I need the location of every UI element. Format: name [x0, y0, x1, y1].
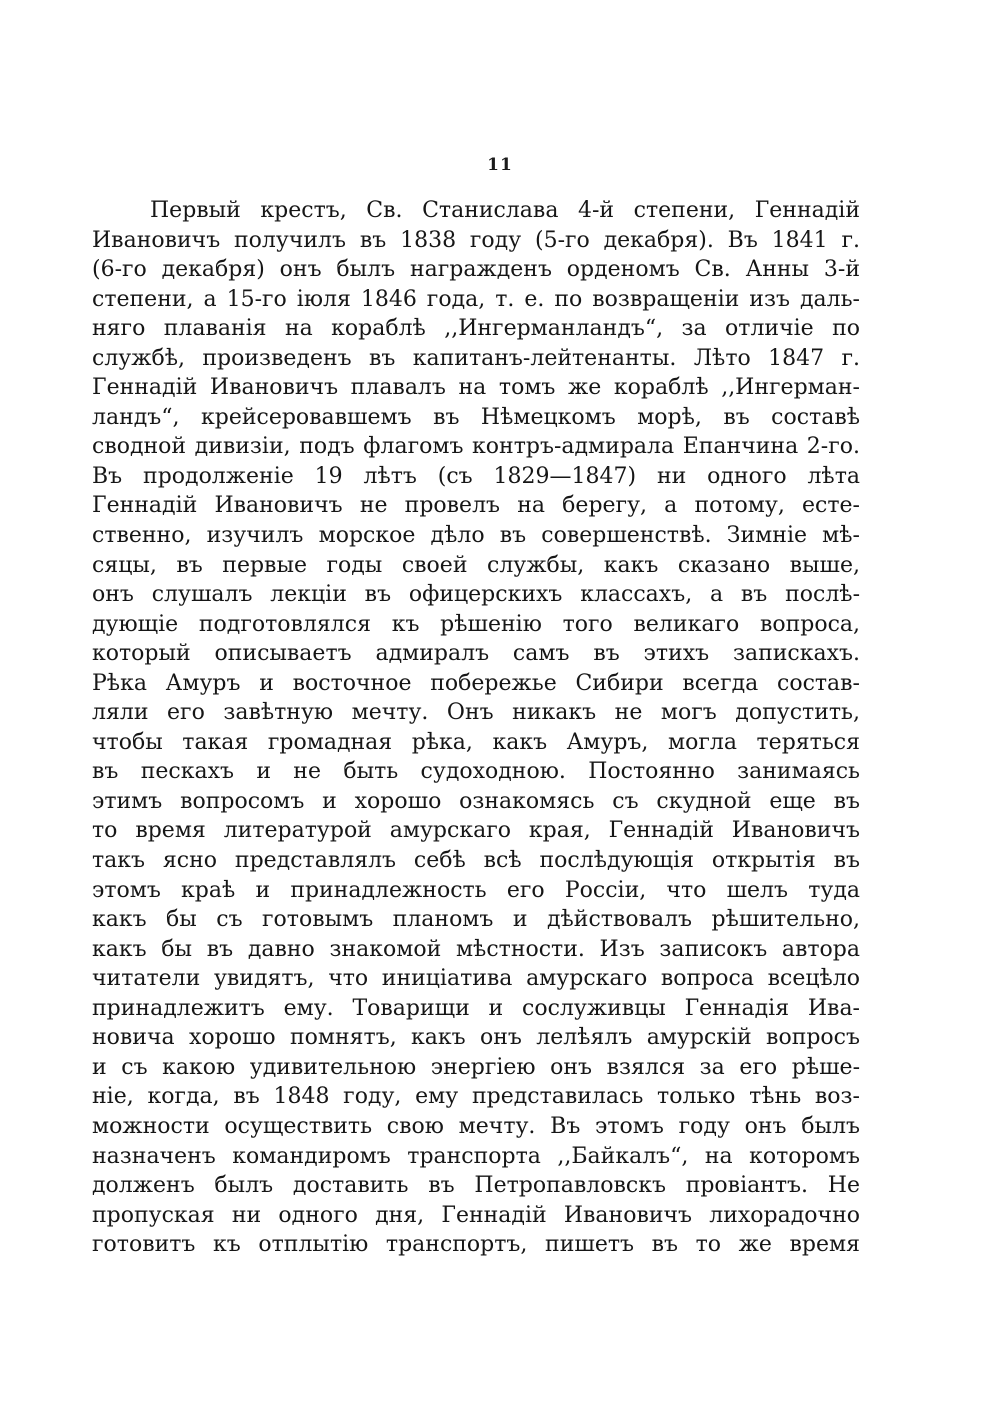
text-line: Рѣка Амуръ и восточное побережье Сибири всегда состав-	[92, 670, 860, 696]
text-line: этомъ краѣ и принадлежность его Россіи, что шелъ туда	[92, 877, 860, 903]
text-line: ственно, изучилъ морское дѣло въ совершенствѣ. Зимніе мѣ-	[92, 523, 860, 549]
text-line: то время литературой амурскаго края, Геннадій Ивановичъ	[92, 818, 860, 844]
text-line: Ивановичъ получилъ въ 1838 году (5-го декабря). Въ 1841 г.	[92, 227, 860, 253]
body-text	[92, 196, 860, 1260]
text-line: службѣ, произведенъ въ капитанъ-лейтенанты. Лѣто 1847 г.	[92, 345, 860, 371]
text-line: Въ продолженіе 19 лѣтъ (съ 1829—1847) ни одного лѣта	[92, 463, 860, 489]
text-line: принадлежитъ ему. Товарищи и сослуживцы Геннадія Ива-	[92, 995, 860, 1021]
text-line: можности осуществить свою мечту. Въ этомъ году онъ былъ	[92, 1113, 860, 1139]
text-line: читатели увидятъ, что иниціатива амурскаго вопроса всецѣло	[92, 966, 860, 992]
text-line: въ пескахъ и не быть судоходною. Постоянно занимаясь	[92, 759, 860, 785]
text-line: этимъ вопросомъ и хорошо ознакомясь съ скудной еще въ	[92, 788, 860, 814]
text-line: новича хорошо помнятъ, какъ онъ лелѣялъ амурскій вопросъ	[92, 1025, 860, 1051]
text-line: (6-го декабря) онъ былъ награжденъ орденомъ Св. Анны 3-й	[92, 257, 860, 283]
text-line: долженъ былъ доставить въ Петропавловскъ провіантъ. Не	[92, 1173, 860, 1199]
text-line: чтобы такая громадная рѣка, какъ Амуръ, могла теряться	[92, 729, 860, 755]
text-line: Первый крестъ, Св. Станислава 4-й степени, Геннадій	[150, 198, 860, 223]
text-line: сводной дивизіи, подъ флагомъ контръ-адмирала Епанчина 2-го.	[92, 434, 860, 460]
text-line: и съ какою удивительною энергіею онъ взялся за его рѣше-	[92, 1054, 860, 1080]
text-line: назначенъ командиромъ транспорта ,,Байкалъ“, на которомъ	[92, 1143, 860, 1169]
text-line: ландъ“, крейсеровавшемъ въ Нѣмецкомъ морѣ, въ составѣ	[92, 404, 860, 430]
text-line: готовитъ къ отплытію транспортъ, пишетъ въ то же время	[92, 1232, 860, 1258]
text-line: который описываетъ адмиралъ самъ въ этихъ запискахъ.	[92, 641, 860, 667]
text-line: ніе, когда, въ 1848 году, ему представилась только тѣнь воз-	[92, 1084, 860, 1110]
text-line: Геннадій Ивановичъ плавалъ на томъ же кораблѣ ,,Ингерман-	[92, 375, 860, 401]
text-line: дующіе подготовлялся къ рѣшенію того великаго вопроса,	[92, 611, 860, 637]
text-line: пропуская ни одного дня, Геннадій Ивановичъ лихорадочно	[92, 1202, 860, 1228]
text-line: какъ бы съ готовымъ планомъ и дѣйствовалъ рѣшительно,	[92, 907, 860, 933]
text-line: няго плаванія на кораблѣ ,,Ингерманландъ“, за отличіе по	[92, 316, 860, 342]
text-line: ляли его завѣтную мечту. Онъ никакъ не могъ допустить,	[92, 700, 860, 726]
text-line: такъ ясно представлялъ себѣ всѣ послѣдующія открытія въ	[92, 848, 860, 874]
text-line: онъ слушалъ лекціи въ офицерскихъ классахъ, а въ послѣ-	[92, 582, 860, 608]
text-line: степени, а 15-го іюля 1846 года, т. е. по возвращеніи изъ даль-	[92, 286, 860, 312]
page-number: 11	[487, 155, 513, 175]
text-line: сяцы, въ первые годы своей службы, какъ сказано выше,	[92, 552, 860, 578]
text-line: какъ бы въ давно знакомой мѣстности. Изъ записокъ автора	[92, 936, 860, 962]
text-line: Геннадій Ивановичъ не провелъ на берегу, а потому, есте-	[92, 493, 860, 519]
